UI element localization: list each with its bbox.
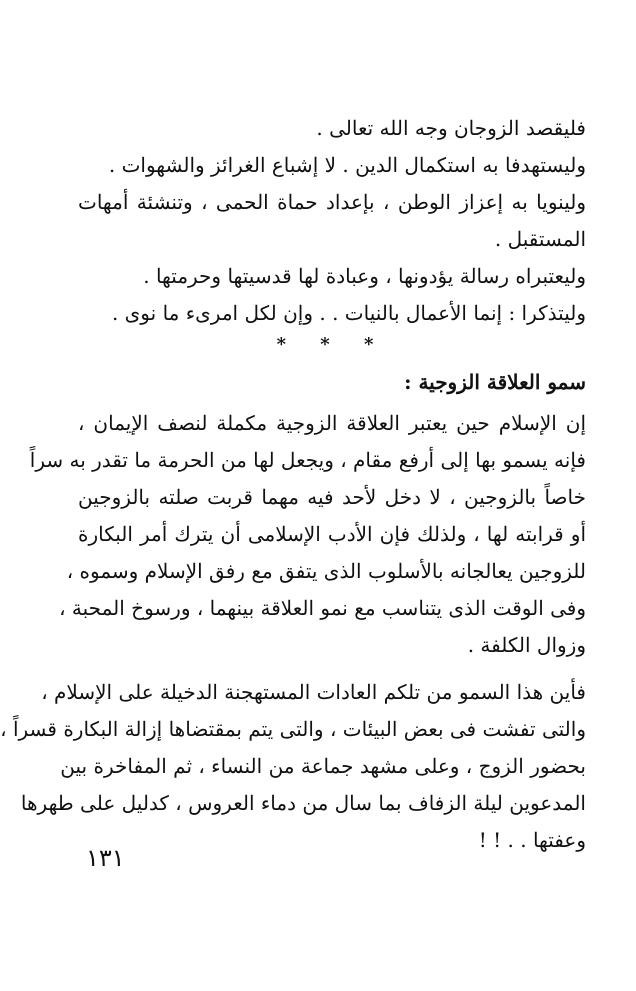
paragraph-2: [0, 674, 586, 859]
text-line: وعفتها . . ! !: [478, 828, 586, 852]
text-line: فليقصد الزوجان وجه الله تعالى .: [316, 116, 586, 140]
text-line: وليستهدفا به استكمال الدين . لا إشباع الغرائز والشهوات .: [108, 153, 586, 177]
text-line: للزوجين يعالجانه بالأسلوب الذى يتفق مع رفق الإسلام وسموه ،: [66, 559, 586, 583]
intro-block: [78, 110, 586, 332]
text-line: فإنه يسمو بها إلى أرفع مقام ، ويجعل لها من الحرمة ما تقدر به سراً: [29, 448, 586, 472]
text-line: والتى تفشت فى بعض البيئات ، والتى يتم بمقتضاها إزالة البكارة قسراً ،: [0, 717, 586, 741]
text-line: وزوال الكلفة .: [467, 633, 586, 657]
paragraph-1: [29, 405, 587, 664]
section-heading: سمو العلاقة الزوجية :: [404, 370, 586, 394]
text-line: المدعوين ليلة الزفاف بما سال من دماء العروس ، كدليل على طهرها: [20, 791, 586, 815]
text-line: إن الإسلام حين يعتبر العلاقة الزوجية مكملة لنصف الإيمان ،: [78, 411, 586, 435]
text-line: بحضور الزوج ، وعلى مشهد جماعة من النساء ، ثم المفاخرة بين: [60, 754, 586, 778]
page-number: ١٣١: [86, 844, 125, 872]
text-line: وليتذكرا : إنما الأعمال بالنيات . . وإن لكل امرىء ما نوى .: [111, 301, 586, 325]
page-content: [0, 110, 587, 869]
text-line: خاصاً بالزوجين ، لا دخل لأحد فيه مهما قربت صلته بالزوجين: [78, 485, 586, 509]
text-line: فأين هذا السمو من تلكم العادات المستهجنة الدخيلة على الإسلام ،: [41, 680, 586, 704]
section-separator: * * *: [276, 334, 388, 355]
text-line: وليعتبراه رسالة يؤدونها ، وعبادة لها قدسيتها وحرمتها .: [143, 264, 586, 288]
text-line: المستقبل .: [494, 227, 586, 251]
text-line: ولينويا به إعزاز الوطن ، بإعداد حماة الحمى ، وتنشئة أمهات: [78, 190, 586, 214]
text-line: أو قرابته لها ، ولذلك فإن الأدب الإسلامى أن يترك أمر البكارة: [78, 522, 587, 546]
text-line: وفى الوقت الذى يتناسب مع نمو العلاقة بينهما ، ورسوخ المحبة ،: [59, 596, 586, 620]
